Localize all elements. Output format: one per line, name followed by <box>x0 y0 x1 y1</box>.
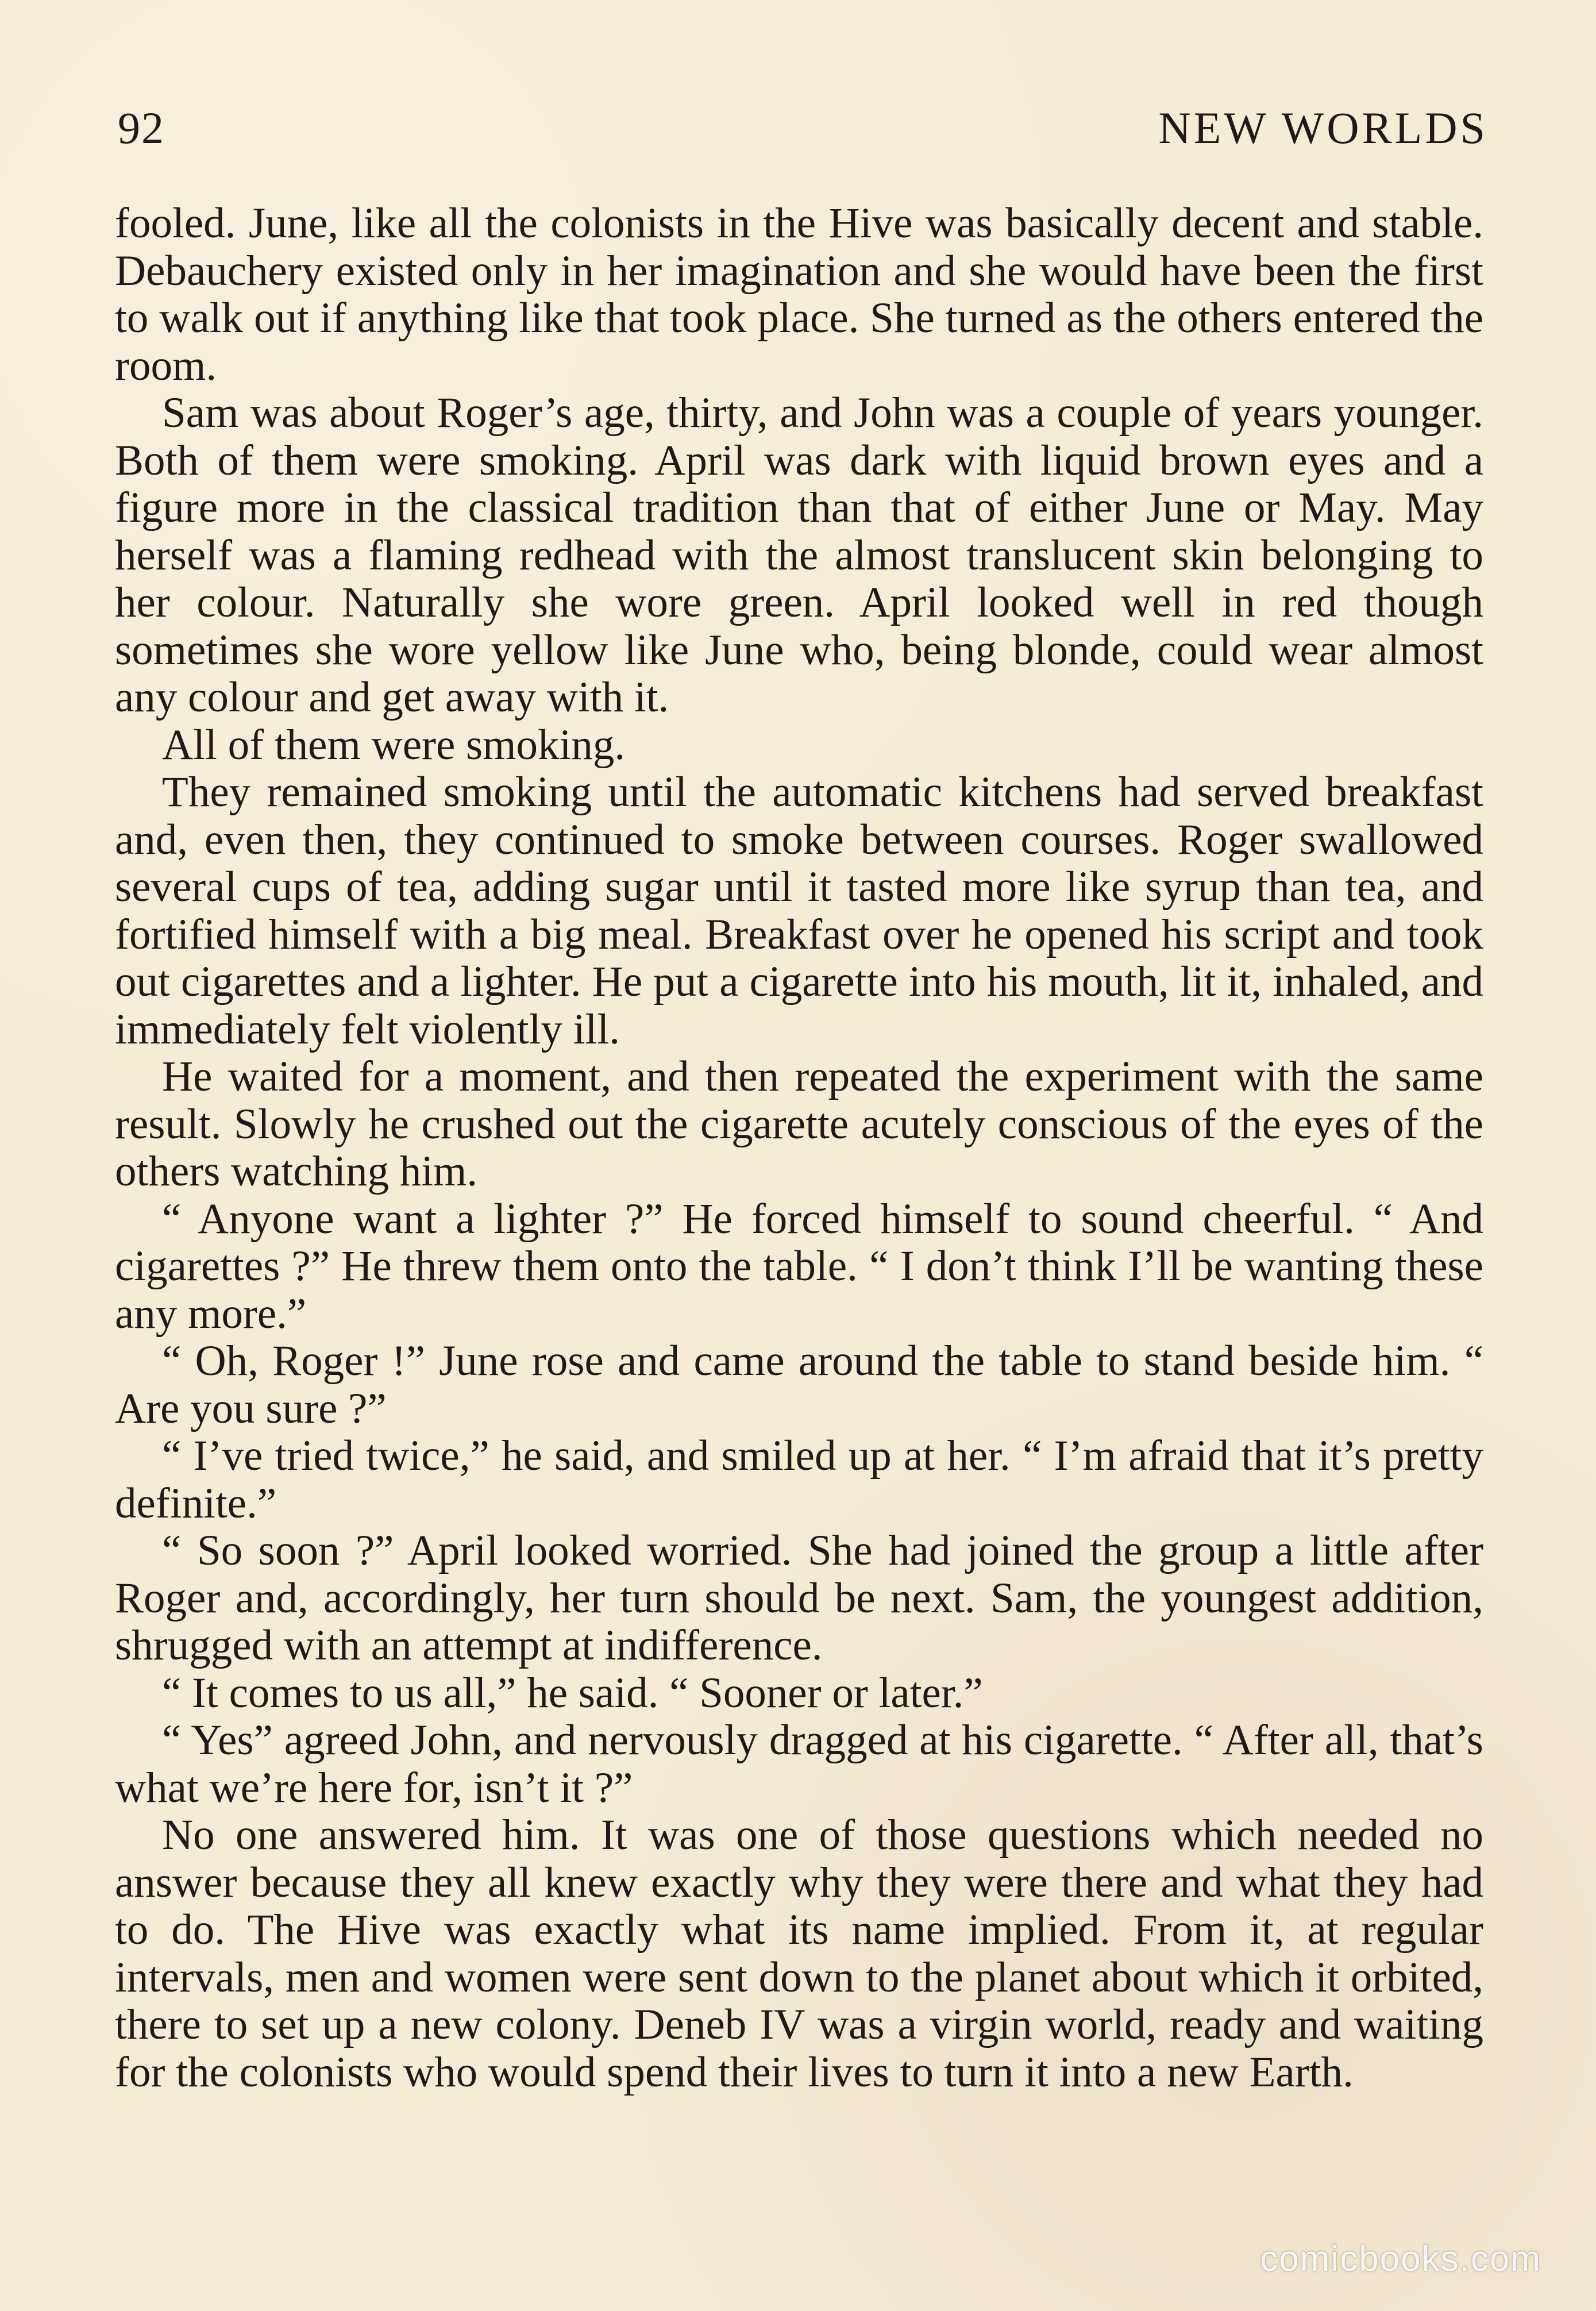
page-number: 92 <box>118 103 165 153</box>
paragraph-2: Sam was about Roger’s age, thirty, and John was a couple of years younger. Both of them were smoking. April was dark with liquid brown eyes and a figure more in the classical tradition than that of either June or May. May herself was a flaming redhead with the almost translucent skin belonging to her colour. Naturally she wore green. April looked well in red though sometimes she wore yellow like June who, being blonde, could wear almost any colour and get away with it. <box>115 389 1483 721</box>
story-text <box>115 200 1483 2200</box>
page-header <box>118 102 1488 165</box>
running-title: NEW WORLDS <box>1158 103 1488 153</box>
paragraph-12: No one answered him. It was one of those questions which needed no answer because they all knew exactly why they were there and what they had to do. The Hive was exactly what its name implied. From it, at regular intervals, men and women were sent down to the planet about which it orbited, there to set up a new colony. Deneb IV was a virgin world, ready and waiting for the colonists who would spend their lives to turn it into a new Earth. <box>115 1811 1483 2096</box>
paragraph-3: All of them were smoking. <box>162 721 626 769</box>
paragraph-10: “ It comes to us all,” he said. “ Sooner or later.” <box>162 1669 983 1717</box>
paragraph-7: “ Oh, Roger !” June rose and came around the table to stand beside him. “ Are you sure ?” <box>115 1337 1483 1432</box>
watermark: comicbooks.com <box>1260 2239 1541 2279</box>
paragraph-4: They remained smoking until the automatic kitchens had served breakfast and, even then, they continued to smoke between courses. Roger swallowed several cups of tea, adding sugar until it tasted more like syrup than tea, and fortified himself with a big meal. Breakfast over he opened his script and took out cigarettes and a lighter. He put a cigarette into his mouth, lit it, inhaled, and immediately felt violently ill. <box>115 768 1483 1053</box>
paragraph-5: He waited for a moment, and then repeated the experiment with the same result. Slowly he crushed out the cigarette acutely conscious of the eyes of the others watching him. <box>115 1053 1483 1195</box>
paragraph-1: fooled. June, like all the colonists in the Hive was basically decent and stable. Debauchery existed only in her imagination and she would have been the first to walk out if anything like that took place. She turned as the others entered the room. <box>115 200 1483 390</box>
paragraph-8: “ I’ve tried twice,” he said, and smiled up at her. “ I’m afraid that it’s pretty definite.” <box>115 1432 1483 1527</box>
paragraph-11: “ Yes” agreed John, and nervously dragged at his cigarette. “ After all, that’s what we’re here for, isn’t it ?” <box>115 1716 1483 1812</box>
paragraph-6: “ Anyone want a lighter ?” He forced himself to sound cheerful. “ And cigarettes ?” He threw them onto the table. “ I don’t think I’ll be wanting these any more.” <box>115 1195 1483 1338</box>
paragraph-9: “ So soon ?” April looked worried. She had joined the group a little after Roger and, accordingly, her turn should be next. Sam, the youngest addition, shrugged with an attempt at indifference. <box>115 1527 1483 1669</box>
